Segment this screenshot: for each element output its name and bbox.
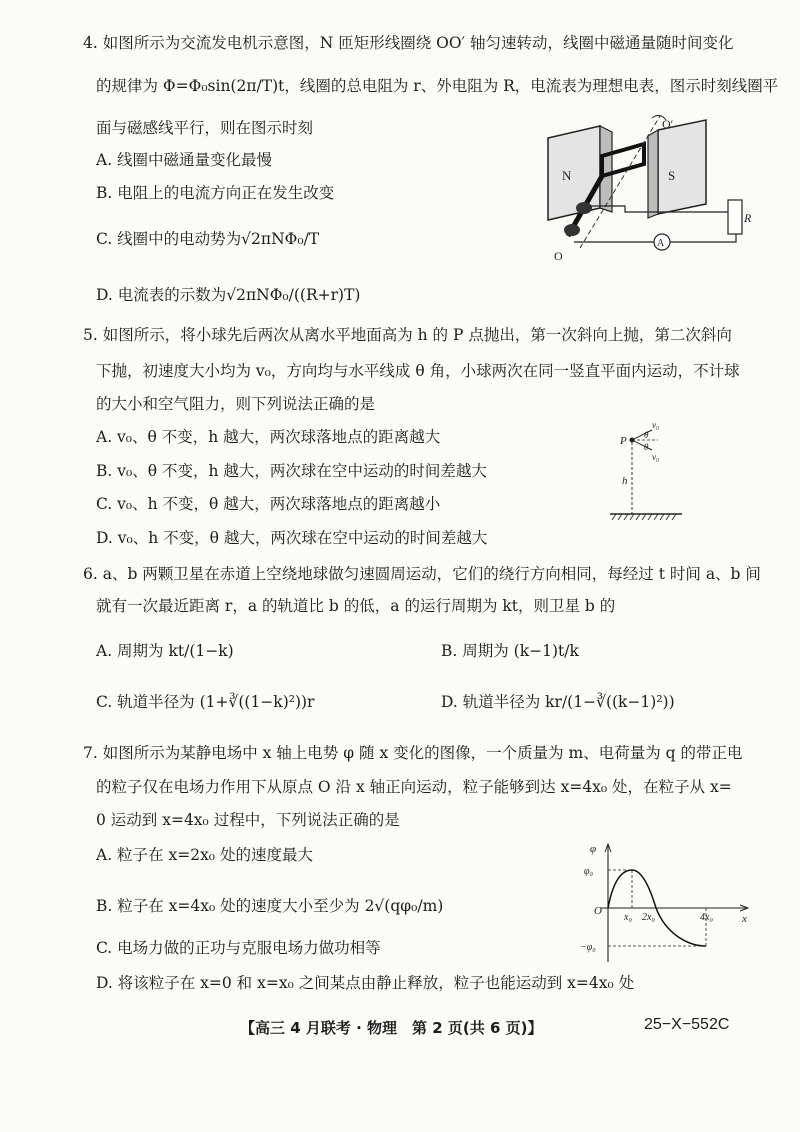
q4-stem-line3: 面与磁感线平行，则在图示时刻 [96, 119, 314, 137]
q7-stem-line3: 0 运动到 x=4x₀ 过程中，下列说法正确的是 [96, 811, 400, 829]
q7-option-b: B. 粒子在 x=4x₀ 处的速度大小至少为 2√(qφ₀/m) [96, 897, 444, 915]
resistor-label: R [744, 211, 752, 225]
resistor [728, 200, 742, 234]
magnet-n-label: N [562, 168, 572, 183]
q7-option-c: C. 电场力做的正功与克服电场力做功相等 [96, 939, 381, 957]
q6-stem-line1: 6. a、b 两颗卫星在赤道上空绕地球做匀速圆周运动，它们的绕行方向相同，每经过 t 时间 a、b 间 [83, 565, 761, 583]
v0-up-label: v₀ [652, 420, 660, 430]
q6-option-b: B. 周期为 (k−1)t/k [441, 642, 579, 660]
footer-title: 【高三 4 月联考 · 物理 第 2 页(共 6 页)】 [240, 1019, 543, 1037]
potential-graph [578, 838, 758, 968]
phi0-label: φ₀ [584, 866, 594, 877]
q7-option-a: A. 粒子在 x=2x₀ 处的速度最大 [96, 846, 313, 864]
x2-tick-label: 2x₀ [642, 912, 655, 923]
q5-stem-line3: 的大小和空气阻力，则下列说法正确的是 [96, 395, 376, 413]
neg-phi0-label: −φ₀ [580, 942, 596, 953]
x0-tick-label: x₀ [624, 912, 632, 923]
axis-bottom-label: O [554, 249, 563, 263]
q5-option-d: D. v₀、h 不变，θ 越大，两次球在空中运动的时间差越大 [96, 529, 488, 547]
q5-stem-line1: 5. 如图所示，将小球先后两次从离水平地面高为 h 的 P 点抛出，第一次斜向上抛，第二次斜向 [83, 326, 732, 344]
q7-stem-line1: 7. 如图所示为某静电场中 x 轴上电势 φ 随 x 变化的图像，一个质量为 m、电荷量为 q 的带正电 [83, 744, 743, 762]
q4-option-a: A. 线圈中磁通量变化最慢 [96, 151, 273, 169]
q6-stem-line2: 就有一次最近距离 r，a 的轨道比 b 的低，a 的运行周期为 kt，则卫星 b 的 [96, 597, 616, 615]
q5-option-b: B. v₀、θ 不变，h 越大，两次球在空中运动的时间差越大 [96, 462, 487, 480]
theta-down-label: θ [644, 442, 649, 452]
q5-stem-line2: 下抛，初速度大小均为 v₀，方向均与水平线成 θ 角，小球两次在同一竖直平面内运动，不计球 [96, 362, 740, 380]
height-label: h [622, 475, 628, 487]
q5-option-a: A. v₀、θ 不变，h 越大，两次球落地点的距离越大 [96, 428, 441, 446]
q6-option-c: C. 轨道半径为 (1+∛((1−k)²))r [96, 693, 315, 711]
q6-option-d: D. 轨道半径为 kr/(1−∛((k−1)²)) [441, 693, 675, 711]
q4-stem-line2: 的规律为 Φ=Φ₀sin(2π/T)t，线圈的总电阻为 r、外电阻为 R，电流表为理想电表，图示时刻线圈平 [96, 77, 779, 95]
magnet-s-label: S [668, 168, 676, 183]
point-p-label: P [620, 435, 627, 447]
q6-option-a: A. 周期为 kt/(1−k) [96, 642, 234, 660]
projectile-diagram [606, 418, 686, 522]
q5-option-c: C. v₀、h 不变，θ 越大，两次球落地点的距离越小 [96, 495, 441, 513]
magnet-s [658, 120, 706, 214]
origin-label: O [594, 905, 602, 917]
q4-stem-line1: 4. 如图所示为交流发电机示意图，N 匝矩形线圈绕 OO′ 轴匀速转动，线圈中磁通量随时间变化 [83, 34, 734, 52]
q4-option-b: B. 电阻上的电流方向正在发生改变 [96, 184, 335, 202]
phi-axis-label: φ [590, 843, 597, 855]
v0-down-label: v₀ [652, 452, 660, 462]
theta-up-label: θ [644, 430, 649, 440]
ammeter-label: A [657, 238, 665, 249]
generator-diagram [540, 108, 760, 268]
x4-tick-label: 4x₀ [700, 912, 713, 923]
q7-stem-line2: 的粒子仅在电场力作用下从原点 O 沿 x 轴正向运动，粒子能够到达 x=4x₀ 处，在粒子从 x= [96, 778, 732, 796]
q4-option-d: D. 电流表的示数为√2πNΦ₀/((R+r)T) [96, 286, 361, 304]
footer-code: 25−X−552C [644, 1016, 730, 1033]
x-axis-label: x [742, 913, 747, 925]
q4-option-c: C. 线圈中的电动势为√2πNΦ₀/T [96, 230, 320, 248]
axis-top-label: O′ [662, 117, 674, 131]
q7-option-d: D. 将该粒子在 x=0 和 x=x₀ 之间某点由静止释放，粒子也能运动到 x=4x₀ 处 [96, 974, 635, 992]
